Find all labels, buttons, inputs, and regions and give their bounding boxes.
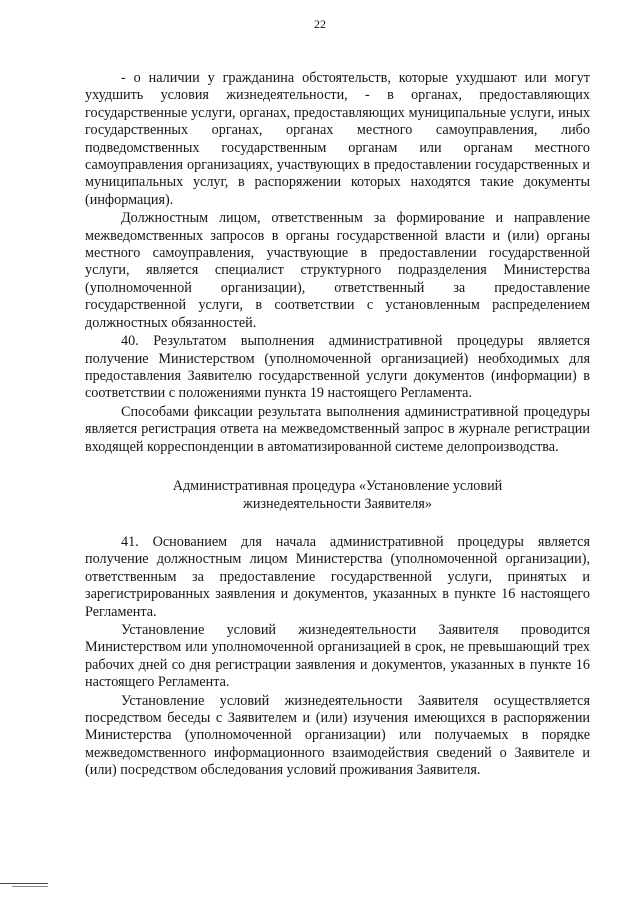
paragraph-deadline: Установление условий жизнедеятельности Заявителя проводится Министерством или уполномоченной организацией в срок, не превышающий трех рабочих дней со дня регистрации заявления и документов, указанных в пункте 16 настоящего Регламента. <box>85 621 590 691</box>
paragraph-documents-location: - о наличии у гражданина обстоятельств, которые ухудшают или могут ухудшить условия жизнедеятельности, - в органах, предоставляющих государственные услуги, органах, предоставляющих муниципальные услуги, иных государственных органах, органах местного самоуправления, либо подведомственных государственным органам или органам местного самоуправления организациях, участвующих в предоставлении государственных и муниципальных услуг, в распоряжении которых находятся такие документы (информация). <box>85 70 590 208</box>
section-heading-line-2: жизнедеятельности Заявителя» <box>243 495 432 512</box>
paragraph-40-result: 40. Результатом выполнения административной процедуры является получение Министерством (уполномоченной организацией) необходимых для предоставления Заявителю государственной услуги документов (информации) в соответствии с положениями пункта 19 настоящего Регламента. <box>85 333 590 402</box>
margin-mark <box>0 883 48 884</box>
paragraph-method: Установление условий жизнедеятельности Заявителя осуществляется посредством беседы с Заявителем и (или) изучения имеющихся в распоряжении Министерства (уполномоченной организации) или получаемых в порядке межведомственного информационного взаимодействия сведений о Заявителе и (или) посредством обследования условий проживания Заявителя. <box>85 692 590 779</box>
paragraph-41-basis: 41. Основанием для начала административной процедуры является получение должностным лицом Министерства (уполномоченной организации), ответственным за предоставление государственной услуги, принятых и зарегистрированных заявления и документов, указанных в пункте 16 настоящего Регламента. <box>85 533 590 620</box>
section-heading <box>85 477 590 513</box>
paragraph-fixation-method: Способами фиксации результата выполнения административной процедуры является регистрация ответа на межведомственный запрос в журнале регистрации входящей корреспонденции в автоматизированной системе делопроизводства. <box>85 403 590 455</box>
paragraph-responsible-official: Должностным лицом, ответственным за формирование и направление межведомственных запросов в органы государственной власти и (или) органы местного самоуправления, участвующие в предоставлении государственной услуги, является специалист структурного подразделения Министерства (уполномоченной организации), ответственный за предоставление государственной услуги, в соответствии с установленным распределением должностных обязанностей. <box>85 210 590 331</box>
page-number: 22 <box>314 17 326 31</box>
section-heading-line-1: Административная процедура «Установление условий <box>172 477 503 494</box>
document-body <box>85 70 590 780</box>
